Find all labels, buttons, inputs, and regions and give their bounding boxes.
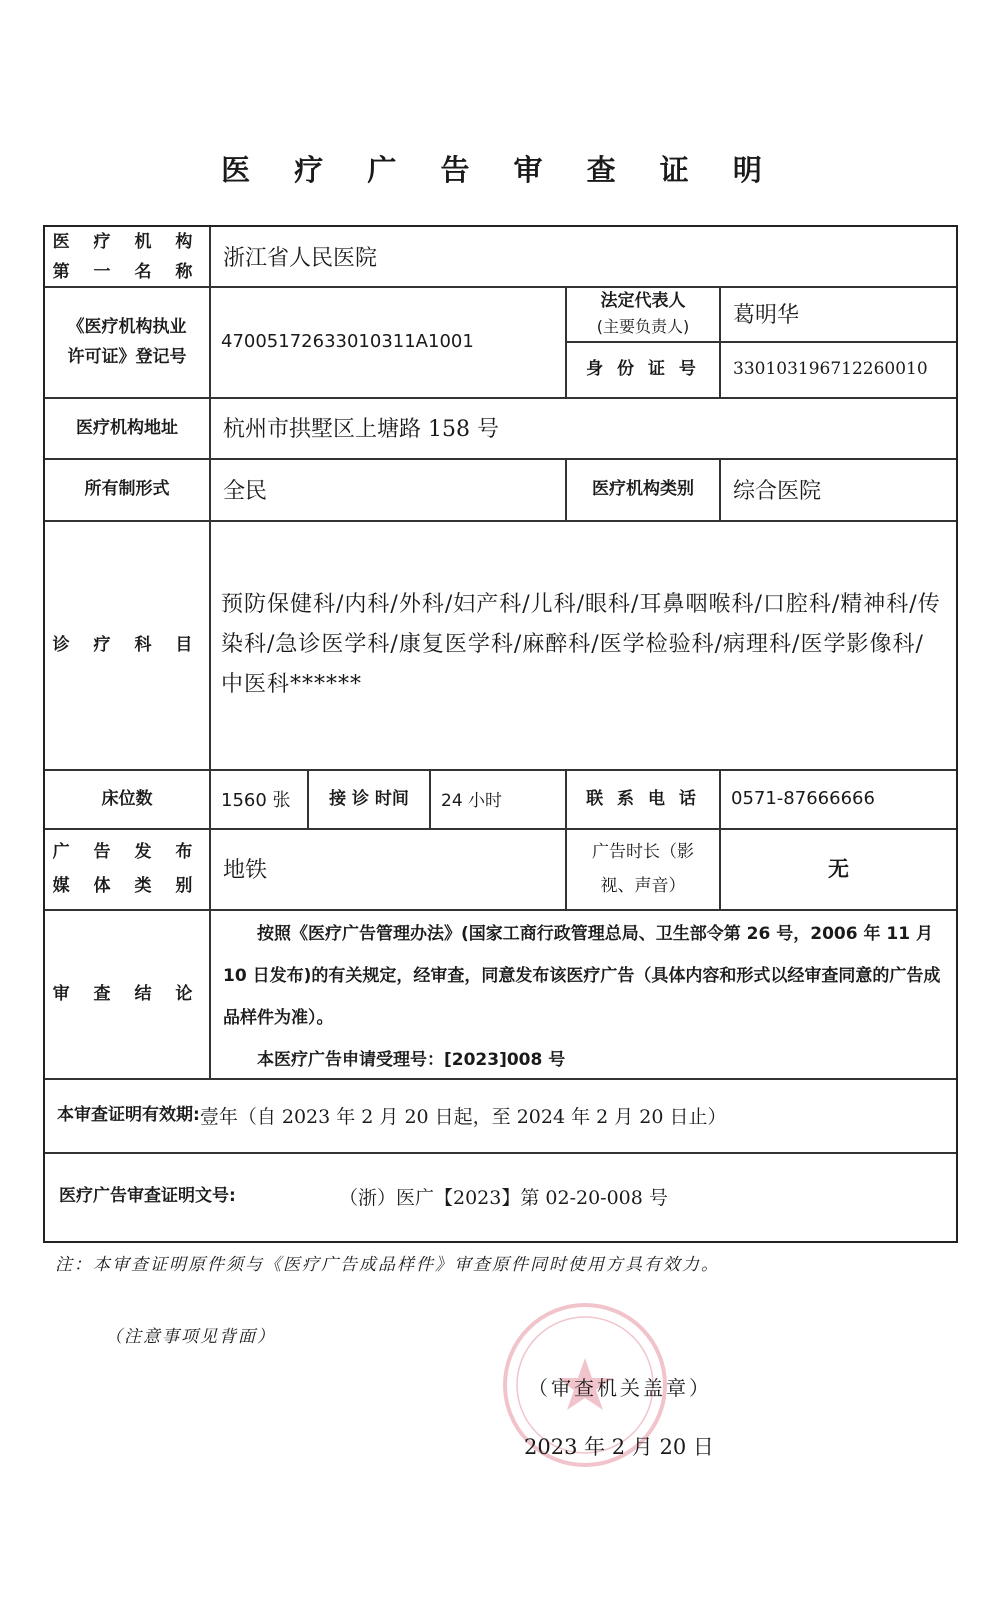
duration-label-line2: 视、声音） xyxy=(600,875,686,896)
seal-caption: （审查机关盖章） xyxy=(528,1376,712,1400)
license-number: 47005172633010311A1001 xyxy=(221,331,474,352)
address-value: 杭州市拱墅区上塘路 158 号 xyxy=(223,417,499,442)
address-label: 医疗机构地址 xyxy=(76,417,178,438)
beds-label: 床位数 xyxy=(101,788,153,809)
phone-value: 0571-87666666 xyxy=(731,788,875,809)
org-name-label-line2: 第 一 名 称 xyxy=(52,261,202,282)
certificate-form-table xyxy=(43,225,958,1243)
legal-rep-value: 葛明华 xyxy=(733,303,800,328)
departments-value: 预防保健科/内科/外科/妇产科/儿科/眼科/耳鼻咽喉科/口腔科/精神科/传染科/急诊医学科/康复医学科/麻醉科/医学检验科/病理科/医学影像科/中医科****** xyxy=(221,591,941,697)
phone-label: 联 系 电 话 xyxy=(586,788,700,809)
validity-row xyxy=(57,1078,952,1152)
license-label xyxy=(45,286,209,397)
legal-rep-label xyxy=(567,286,719,341)
id-number-value: 330103196712260010 xyxy=(733,359,928,379)
id-number-label: 身 份 证 号 xyxy=(586,359,700,379)
validity-label: 本审查证明有效期: xyxy=(57,1105,200,1125)
ownership-label: 所有制形式 xyxy=(84,479,170,499)
issue-date: 2023 年 2 月 20 日 xyxy=(524,1435,714,1459)
cert-number-label: 医疗广告审查证明文号: xyxy=(59,1186,236,1206)
cert-number-value: （浙）医广【2023】第 02-20-008 号 xyxy=(339,1187,668,1209)
org-name-label-line1: 医 疗 机 构 xyxy=(52,231,202,252)
service-hours-label: 接 诊 时间 xyxy=(329,788,409,809)
see-back-note: （注意事项见背面） xyxy=(105,1327,276,1347)
media-value: 地铁 xyxy=(223,858,268,883)
license-label-line2: 许可证》登记号 xyxy=(67,346,187,367)
org-name-label xyxy=(45,227,209,286)
conclusion-body xyxy=(211,909,956,1078)
acceptance-number: 本医疗广告申请受理号：[2023]008 号 xyxy=(257,1050,566,1070)
legal-rep-label-line1: 法定代表人 xyxy=(600,290,686,311)
org-type-label: 医疗机构类别 xyxy=(592,479,694,499)
license-label-line1: 《医疗机构执业 xyxy=(67,316,187,337)
departments-label: 诊 疗 科 目 xyxy=(52,634,202,655)
media-label xyxy=(45,828,209,909)
validity-value: 壹年（自 2023 年 2 月 20 日起，至 2024 年 2 月 20 日止） xyxy=(199,1105,727,1128)
service-hours-value: 24 小时 xyxy=(441,791,503,811)
beds-value: 1560 张 xyxy=(221,789,291,811)
org-name-value: 浙江省人民医院 xyxy=(223,246,378,271)
duration-value: 无 xyxy=(828,856,849,881)
conclusion-text: 按照《医疗广告管理办法》(国家工商行政管理总局、卫生部令第 26 号，2006 年 11 月 10 日发布)的有关规定，经审查，同意发布该医疗广告（具体内容和形式以经审查同意的广告成品样件为准）。 xyxy=(223,924,941,1028)
media-label-line2: 媒 体 类 别 xyxy=(52,875,202,896)
media-label-line1: 广 告 发 布 xyxy=(52,841,202,862)
validity-note: 注：本审查证明原件须与《医疗广告成品样件》审查原件同时使用方具有效力。 xyxy=(55,1255,720,1275)
ownership-value: 全民 xyxy=(223,478,268,504)
conclusion-label: 审 查 结 论 xyxy=(52,983,202,1004)
duration-label-line1: 广告时长（影 xyxy=(592,841,694,862)
org-type-value: 综合医院 xyxy=(733,478,822,504)
cert-number-row xyxy=(59,1152,954,1241)
page-title: 医 疗 广 告 审 查 证 明 xyxy=(221,153,779,187)
legal-rep-label-line2: (主要负责人) xyxy=(596,316,690,336)
duration-label xyxy=(567,828,719,909)
